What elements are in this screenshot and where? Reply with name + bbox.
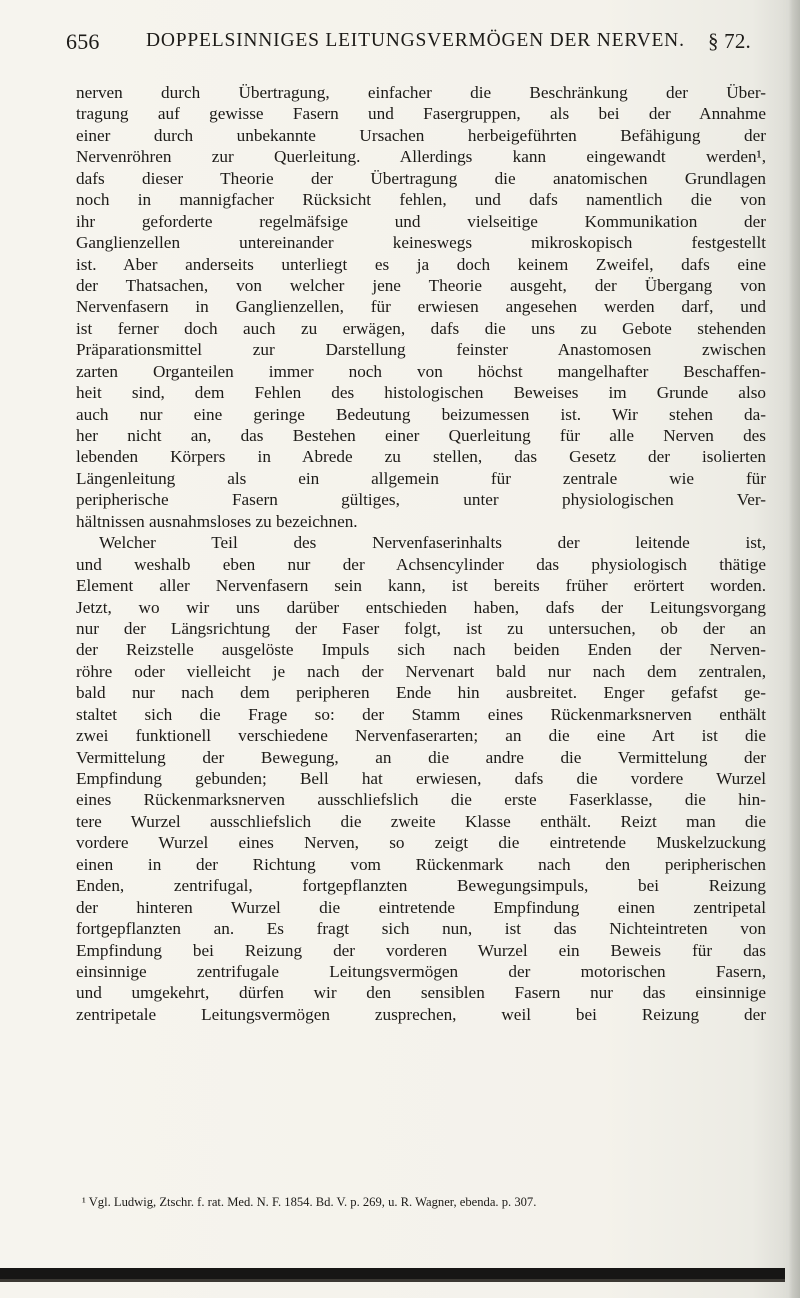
text-line: dafs dieser Theorie der Übertragung die anatomischen Grundlagen bbox=[76, 168, 766, 188]
text-line: auch nur eine geringe Bedeutung beizumessen ist. Wir stehen da- bbox=[76, 404, 766, 424]
text-line: peripherische Fasern gültiges, unter physiologischen Ver- bbox=[76, 490, 766, 510]
footnote: ¹ Vgl. Ludwig, Ztschr. f. rat. Med. N. F. 1854. Bd. V. p. 269, u. R. Wagner, ebenda. p. 307. bbox=[82, 1195, 537, 1209]
running-header bbox=[66, 29, 766, 61]
text-line: Empfindung bei Reizung der vorderen Wurzel ein Beweis für das bbox=[76, 940, 766, 960]
text-line: Element aller Nervenfasern sein kann, ist bereits früher erörtert worden. bbox=[76, 576, 766, 596]
text-line: noch in mannigfacher Rücksicht fehlen, und dafs namentlich die von bbox=[76, 190, 766, 210]
text-line: Nervenfasern in Ganglienzellen, für erwiesen angesehen werden darf, und bbox=[76, 297, 766, 317]
text-line: einen in der Richtung vom Rückenmark nach den peripherischen bbox=[76, 854, 766, 874]
text-line: heit sind, dem Fehlen des histologischen Beweises im Grunde also bbox=[76, 383, 766, 403]
text-line: Ganglienzellen untereinander keineswegs mikroskopisch festgestellt bbox=[76, 233, 766, 253]
text-line: und weshalb eben nur der Achsencylinder das physiologisch thätige bbox=[76, 554, 766, 574]
text-line: der Thatsachen, von welcher jene Theorie ausgeht, der Übergang von bbox=[76, 275, 766, 295]
text-line: Längenleitung als ein allgemein für zentrale wie für bbox=[76, 468, 766, 488]
text-line: bald nur nach dem peripheren Ende hin ausbreitet. Enger gefafst ge- bbox=[76, 683, 766, 703]
text-line: tragung auf gewisse Fasern und Fasergruppen, als bei der Annahme bbox=[76, 104, 766, 124]
text-line: ist. Aber anderseits unterliegt es ja doch keinem Zweifel, dafs eine bbox=[76, 254, 766, 274]
text-line: einsinnige zentrifugale Leitungsvermögen der motorischen Fasern, bbox=[76, 961, 766, 981]
text-line: zwei funktionell verschiedene Nervenfaserarten; an die eine Art ist die bbox=[76, 726, 766, 746]
text-line: Nervenröhren zur Querleitung. Allerdings kann eingewandt werden¹, bbox=[76, 147, 766, 167]
text-line: einer durch unbekannte Ursachen herbeigeführten Befähigung der bbox=[76, 125, 766, 145]
text-line: der hinteren Wurzel die eintretende Empfindung einen zentripetal bbox=[76, 897, 766, 917]
text-line: Empfindung gebunden; Bell hat erwiesen, dafs die vordere Wurzel bbox=[76, 769, 766, 788]
text-line: Vermittelung der Bewegung, an die andre die Vermittelung der bbox=[76, 747, 766, 767]
text-line: fortgepflanzten an. Es fragt sich nun, ist das Nichteintreten von bbox=[76, 919, 766, 939]
page-number: 656 bbox=[66, 29, 100, 54]
running-title: DOPPELSINNIGES LEITUNGSVERMÖGEN DER NERVEN. bbox=[146, 30, 685, 51]
section-number: § 72. bbox=[708, 29, 751, 53]
text-line: zentripetale Leitungsvermögen zusprechen, weil bei Reizung der bbox=[76, 1004, 766, 1024]
body-text bbox=[76, 82, 766, 1025]
paragraph-first-line: Welcher Teil des Nervenfaserinhalts der leitende ist, bbox=[99, 533, 766, 553]
paragraph-last-line: hältnissen ausnahmsloses zu bezeichnen. bbox=[76, 511, 358, 531]
text-line: vordere Wurzel eines Nerven, so zeigt die eintretende Muskelzuckung bbox=[76, 833, 766, 853]
text-line: tere Wurzel ausschliefslich die zweite Klasse enthält. Reizt man die bbox=[76, 811, 766, 831]
text-line: und umgekehrt, dürfen wir den sensiblen Fasern nur das einsinnige bbox=[76, 983, 766, 1003]
text-line: eines Rückenmarksnerven ausschliefslich die erste Faserklasse, die hin- bbox=[76, 790, 766, 810]
text-line: staltet sich die Frage so: der Stamm eines Rückenmarksnerven enthält bbox=[76, 704, 766, 724]
page-edge-shadow bbox=[782, 0, 800, 1298]
text-line: lebenden Körpers in Abrede zu stellen, das Gesetz der isolierten bbox=[76, 447, 766, 467]
text-line: ihr geforderte regelmäfsige und vielseitige Kommunikation der bbox=[76, 211, 766, 231]
text-line: Enden, zentrifugal, fortgepflanzten Bewegungsimpuls, bei Reizung bbox=[76, 876, 766, 896]
text-line: röhre oder vielleicht je nach der Nervenart bald nur nach dem zentralen, bbox=[76, 661, 766, 681]
text-line: Präparationsmittel zur Darstellung feinster Anastomosen zwischen bbox=[76, 340, 766, 360]
text-line: nerven durch Übertragung, einfacher die Beschränkung der Über- bbox=[76, 83, 766, 102]
text-line: der Reizstelle ausgelöste Impuls sich nach beiden Enden der Nerven- bbox=[76, 640, 766, 660]
text-line: ist ferner doch auch zu erwägen, dafs die uns zu Gebote stehenden bbox=[76, 318, 766, 338]
text-line: nur der Längsrichtung der Faser folgt, ist zu untersuchen, ob der an bbox=[76, 618, 766, 638]
text-line: her nicht an, das Bestehen einer Querleitung für alle Nerven des bbox=[76, 426, 766, 445]
text-line: zarten Organteilen immer noch von höchst mangelhafter Beschaffen- bbox=[76, 361, 766, 381]
text-line: Jetzt, wo wir uns darüber entschieden haben, dafs der Leitungsvorgang bbox=[76, 597, 766, 617]
bottom-scan-edge bbox=[0, 1268, 785, 1280]
